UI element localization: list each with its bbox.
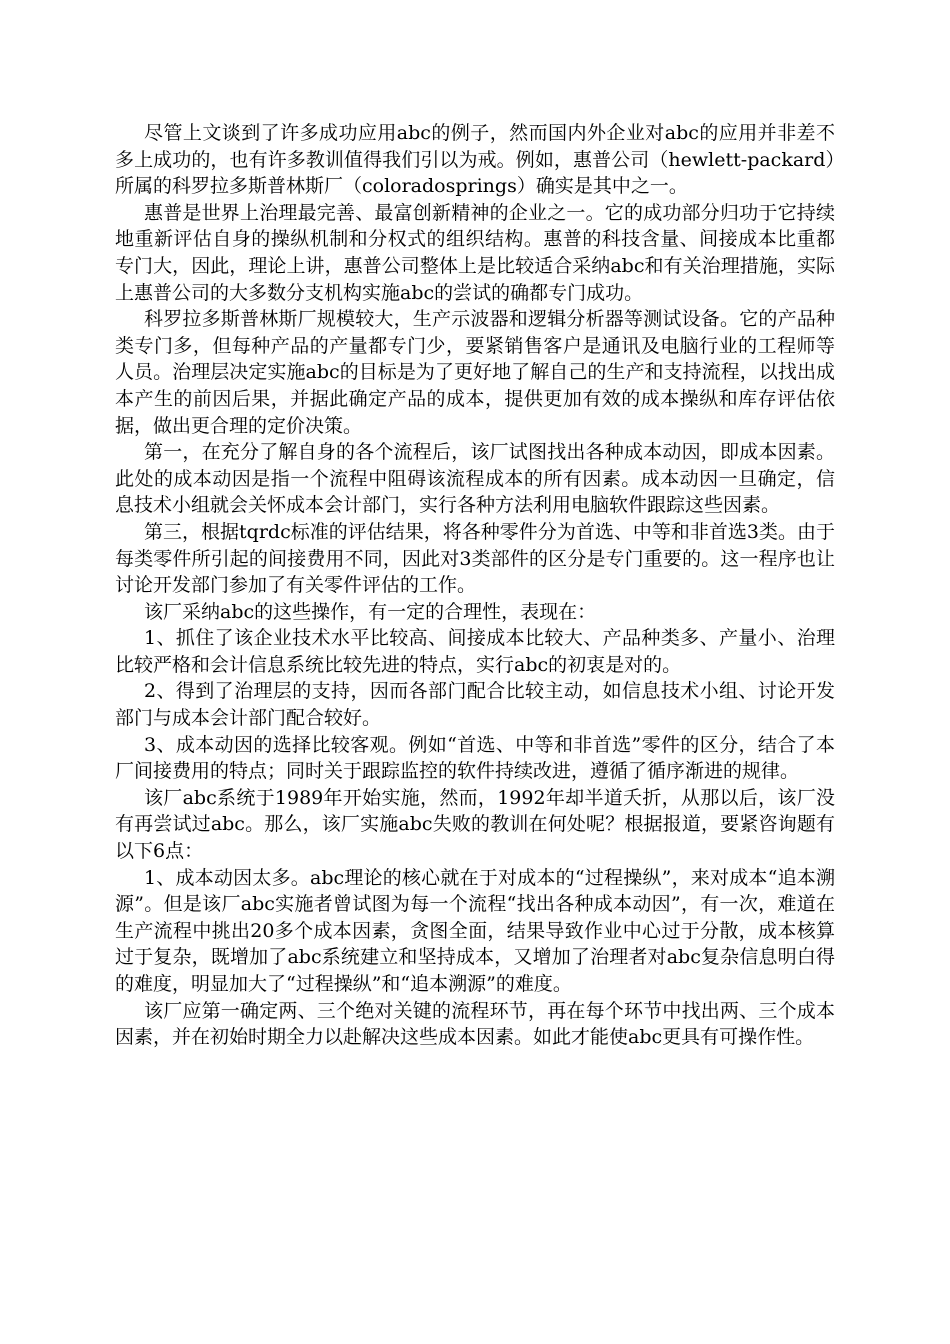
paragraph: 1、抓住了该企业技术水平比较高、间接成本比较大、产品种类多、产量小、治理比较严格和会计信息系统比较先进的特点，实行abc的初衷是对的。 [115, 627, 835, 676]
paragraph: 第三，根据tqrdc标准的评估结果，将各种零件分为首选、中等和非首选3类。由于每类零件所引起的间接费用不同，因此对3类部件的区分是专门重要的。这一程序也让讨论开发部门参加了有关零件评估的工作。 [115, 520, 835, 597]
document-body [115, 120, 835, 1051]
paragraph: 科罗拉多斯普林斯厂规模较大，生产示波器和逻辑分析器等测试设备。它的产品种类专门多，但每种产品的产量都专门少，要紧销售客户是通讯及电脑行业的工程师等人员。治理层决定实施abc的目标是为了更好地了解自己的生产和支持流程，以找出成本产生的前因后果，并据此确定产品的成本，提供更加有效的成本操纵和库存评估依据，做出更合理的定价决策。 [115, 308, 835, 437]
paragraph: 该厂采纳abc的这些操作，有一定的合理性，表现在： [144, 600, 597, 623]
paragraph: 该厂abc系统于1989年开始实施，然而，1992年却半道夭折，从那以后，该厂没有再尝试过abc。那么，该厂实施abc失败的教训在何处呢？根据报道，要紧咨询题有以下6点： [115, 786, 835, 863]
paragraph: 1、成本动因太多。abc理论的核心就在于对成本的“过程操纵”，来对成本“追本溯源”。但是该厂abc实施者曾试图为每一个流程“找出各种成本动因”，有一次，难道在生产流程中挑出20多个成本因素，贪图全面，结果导致作业中心过于分散，成本核算过于复杂，既增加了abc系统建立和坚持成本，又增加了治理者对abc复杂信息明白得的难度，明显加大了“过程操纵”和“追本溯源”的难度。 [115, 866, 835, 995]
paragraph: 尽管上文谈到了许多成功应用abc的例子，然而国内外企业对abc的应用并非差不多上成功的，也有许多教训值得我们引以为戒。例如，惠普公司（hewlett-packard）所属的科罗拉多斯普林斯厂（coloradosprings）确实是其中之一。 [115, 122, 835, 198]
paragraph: 3、成本动因的选择比较客观。例如“首选、中等和非首选”零件的区分，结合了本厂间接费用的特点；同时关于跟踪监控的软件持续改进，遵循了循序渐进的规律。 [115, 733, 835, 783]
paragraph: 第一，在充分了解自身的各个流程后，该厂试图找出各种成本动因，即成本因素。此处的成本动因是指一个流程中阻碍该流程成本的所有因素。成本动因一旦确定，信息技术小组就会关怀成本会计部门，实行各种方法利用电脑软件跟踪这些因素。 [115, 441, 835, 517]
paragraph: 惠普是世界上治理最完善、最富创新精神的企业之一。它的成功部分归功于它持续地重新评估自身的操纵机制和分权式的组织结构。惠普的科技含量、间接成本比重都专门大，因此，理论上讲，惠普公司整体上是比较适合采纳abc和有关治理措施，实际上惠普公司的大多数分支机构实施abc的尝试的确都专门成功。 [115, 201, 835, 304]
paragraph: 该厂应第一确定两、三个绝对关键的流程环节，再在每个环节中找出两、三个成本因素，并在初始时期全力以赴解决这些成本因素。如此才能使abc更具有可操作性。 [115, 999, 835, 1049]
paragraph: 2、得到了治理层的支持，因而各部门配合比较主动，如信息技术小组、讨论开发部门与成本会计部门配合较好。 [115, 680, 835, 730]
